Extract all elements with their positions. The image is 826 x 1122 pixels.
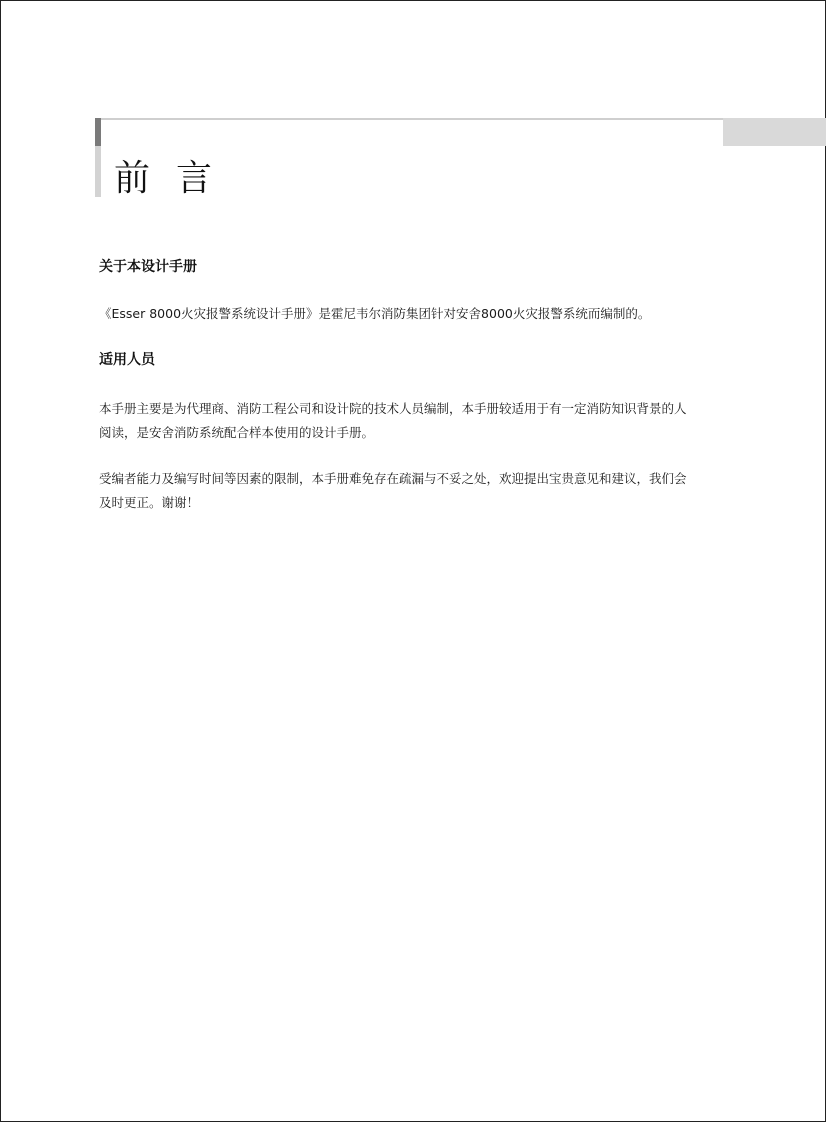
text-line: 受编者能力及编写时间等因素的限制，本手册难免存在疏漏与不妥之处，欢迎提出宝贵意见和建议，我们会 — [99, 471, 687, 486]
about-paragraph — [99, 302, 739, 326]
title-accent-bar-light — [95, 146, 101, 197]
title-corner-tab — [723, 118, 826, 146]
text-line: 本手册主要是为代理商、消防工程公司和设计院的技术人员编制，本手册较适用于有一定消防知识背景的人 — [99, 401, 687, 416]
text-line: 及时更正。谢谢！ — [99, 495, 200, 510]
title-accent-bar-dark — [95, 118, 101, 146]
text-line: 阅读，是安舍消防系统配合样本使用的设计手册。 — [99, 425, 375, 440]
disclaimer-paragraph — [99, 467, 739, 515]
section-heading-audience: 适用人员 — [99, 352, 155, 368]
title-top-rule — [101, 118, 723, 120]
audience-paragraph — [99, 397, 739, 445]
page-title: 前言 — [114, 158, 239, 199]
section-heading-about: 关于本设计手册 — [99, 259, 197, 275]
text-line: 《Esser 8000火灾报警系统设计手册》是霍尼韦尔消防集团针对安舍8000火灾报警系统而编制的。 — [99, 306, 651, 321]
